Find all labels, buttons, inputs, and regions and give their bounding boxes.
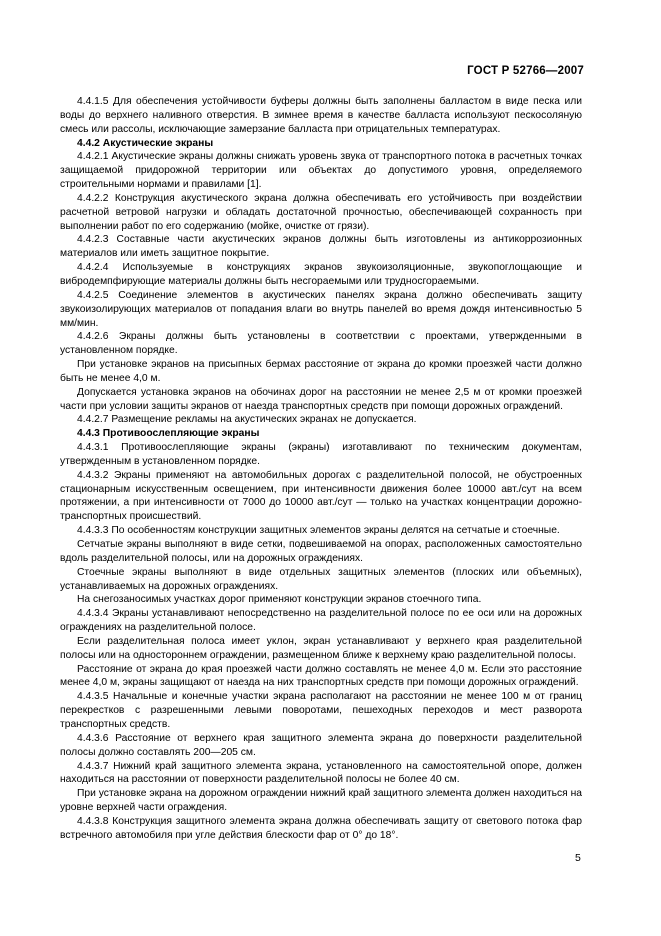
paragraph: При установке экрана на дорожном ограждении нижний край защитного элемента должен находиться на уровне верхней части ограждения. (60, 788, 582, 814)
paragraph: 4.4.2.7 Размещение рекламы на акустических экранах не допускается. (77, 414, 417, 426)
paragraph: 4.4.3.3 По особенностям конструкции защитных элементов экраны делятся на сетчатые и стоечные. (77, 525, 560, 537)
paragraph: Расстояние от экрана до края проезжей части должно составлять не менее 4,0 м. Если это расстояние менее 4,0 м, экраны защищают от наезда на них транспортных средств при помощи дорожных ограждений. (60, 663, 582, 689)
paragraph: 4.4.2.2 Конструкция акустического экрана должна обеспечивать его устойчивость при воздействии расчетной ветровой нагрузки и обладать достаточной прочностью, обеспечивающей сохранность при выполнении работ по его содержанию (мойке, очистке от грязи). (60, 192, 582, 232)
paragraph: 4.4.2.4 Используемые в конструкциях экранов звукоизоляционные, звукопоглощающие и вибродемпфирующие материалы должны быть несгораемыми или трудносгораемыми. (60, 262, 582, 287)
paragraph: 4.4.1.5 Для обеспечения устойчивости буферы должны быть заполнены балластом в виде песка или воды до верхнего наливного отверстия. В зимнее время в качестве балласта используют пескосоляную смесь или рассолы, исключающие замерзание балласта при отрицательных температурах. (60, 96, 582, 135)
document-body (60, 95, 582, 843)
paragraph: 4.4.3.2 Экраны применяют на автомобильных дорогах с разделительной полосой, не обустроенных стационарным искусственным освещением, при интенсивности движения более 10000 авт./сут на всем протяжении, а при интенсивности от 7000 до 10000 авт./сут — только на участках концентрации дорожно-транспортных происшествий. (60, 469, 582, 523)
paragraph: Сетчатые экраны выполняют в виде сетки, подвешиваемой на опорах, расположенных самостоятельно вдоль разделительной полосы, или на дорожных ограждениях. (60, 539, 582, 564)
section-heading: 4.4.3 Противоослепляющие экраны (77, 428, 260, 440)
paragraph: 4.4.3.1 Противоослепляющие экраны (экраны) изготавливают по техническим документам, утвержденным в установленном порядке. (60, 442, 582, 467)
paragraph: 4.4.2.1 Акустические экраны должны снижать уровень звука от транспортного потока в расчетных точках защищаемой придорожной территории или объектах до допустимого уровня, определяемого строительными нормами и правилами [1]. (60, 151, 582, 191)
paragraph: 4.4.3.5 Начальные и конечные участки экрана располагают на расстоянии не менее 100 м от границ перекрестков с разрешенными левыми поворотами, пешеходных переходов и мест разворота транспортных средств. (60, 691, 582, 730)
paragraph: 4.4.3.7 Нижний край защитного элемента экрана, установленного на самостоятельной опоре, должен находиться на расстоянии от поверхности разделительной полосы не более 40 см. (60, 760, 582, 786)
paragraph: 4.4.3.6 Расстояние от верхнего края защитного элемента экрана до поверхности разделительной полосы должно составлять 200—205 см. (60, 732, 582, 758)
paragraph: 4.4.3.8 Конструкция защитного элемента экрана должна обеспечивать защиту от светового потока фар встречного автомобиля при угле действия блескости фар от 0° до 18°. (60, 815, 582, 841)
paragraph: Стоечные экраны выполняют в виде отдельных защитных элементов (плоских или объемных), устанавливаемых на дорожных ограждениях. (60, 566, 582, 592)
paragraph: 4.4.3.4 Экраны устанавливают непосредственно на разделительной полосе по ее оси или на дорожных ограждениях на разделительной полосе. (60, 608, 582, 634)
page-number: 5 (575, 852, 581, 864)
paragraph: Если разделительная полоса имеет уклон, экран устанавливают у верхнего края разделительной полосы или на одностороннем ограждении, размещенном ближе к верхнему краю разделительной полосы. (60, 635, 582, 661)
paragraph: 4.4.2.6 Экраны должны быть установлены в соответствии с проектами, утвержденными в установленном порядке. (60, 331, 582, 357)
paragraph: 4.4.2.5 Соединение элементов в акустических панелях экрана должно обеспечивать защиту звукоизолирующих материалов от попадания влаги во внутрь панелей во время дождя интенсивностью 5 мм/мин. (60, 289, 582, 329)
paragraph: На снегозаносимых участках дорог применяют конструкции экранов стоечного типа. (77, 594, 482, 606)
paragraph: 4.4.2.3 Составные части акустических экранов должны быть изготовлены из антикоррозионных материалов или иметь защитное покрытие. (60, 234, 582, 260)
paragraph: При установке экранов на присыпных бермах расстояние от экрана до кромки проезжей части должно быть не менее 4,0 м. (60, 359, 582, 384)
document-header: ГОСТ Р 52766—2007 (467, 65, 584, 77)
section-heading: 4.4.2 Акустические экраны (77, 137, 214, 149)
paragraph: Допускается установка экранов на обочинах дорог на расстоянии не менее 2,5 м от кромки проезжей части при условии защиты экранов от наезда транспортных средств при помощи дорожных ограждений. (60, 386, 582, 412)
